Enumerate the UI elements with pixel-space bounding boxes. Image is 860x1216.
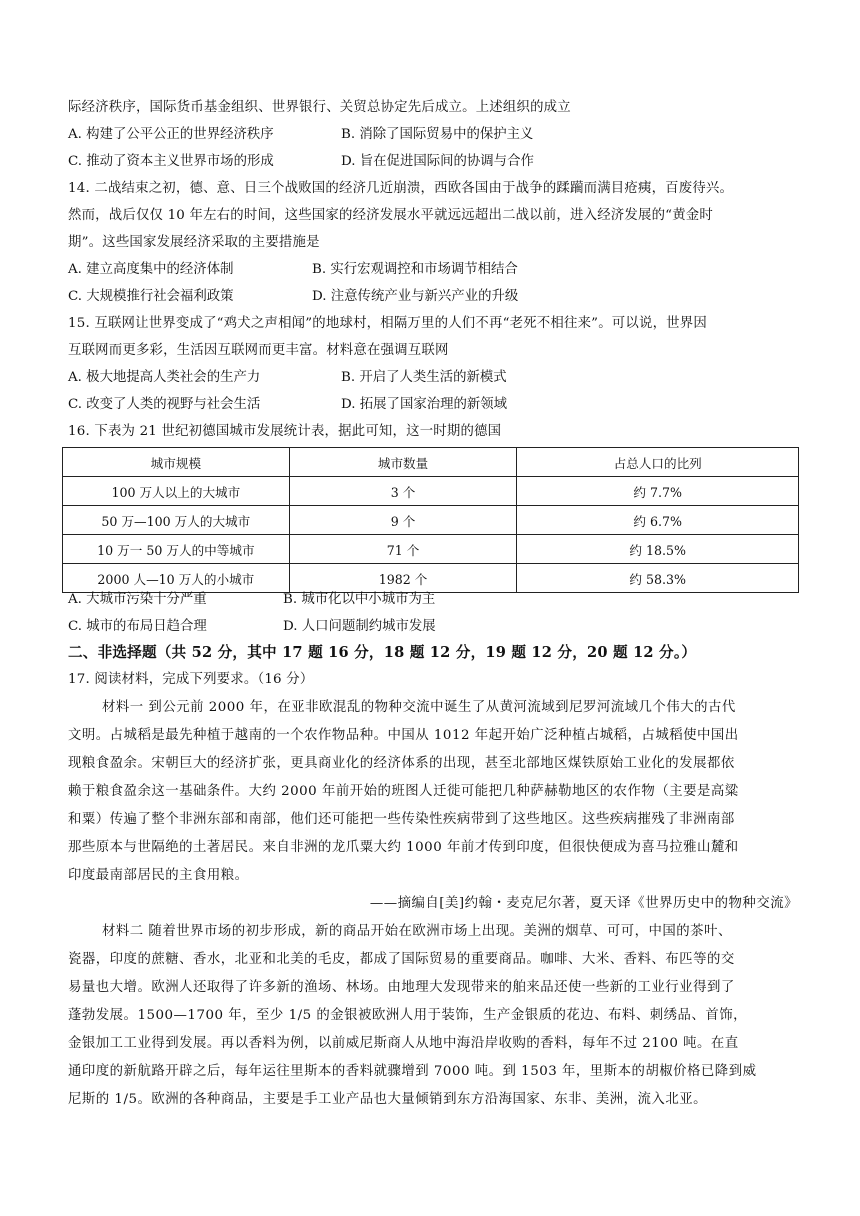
q16-option-d: D. 人口问题制约城市发展: [283, 619, 436, 634]
q13-option-b: B. 消除了国际贸易中的保护主义: [341, 127, 534, 142]
material-2-line-1: 材料二 随着世界市场的初步形成，新的商品开始在欧洲市场上出现。美洲的烟草、可可，中国的茶叶、: [102, 924, 732, 939]
q14-option-d: D. 注意传统产业与新兴产业的升级: [312, 289, 519, 304]
material-2-line-5: 金银加工工业得到发展。再以香料为例，以前威尼斯商人从地中海沿岸收购的香料，每年不过 2100 吨。在直: [68, 1036, 739, 1051]
q16-option-c: C. 城市的布局日趋合理: [68, 619, 207, 634]
q13-option-c: C. 推动了资本主义世界市场的形成: [68, 154, 274, 169]
q15-option-d: D. 拓展了国家治理的新领域: [341, 397, 508, 412]
table-header-cell: 占总人口的比列: [517, 448, 799, 477]
material-1-line-6: 那些原本与世隔绝的土著居民。来自非洲的龙爪粟大约 1000 年前才传到印度，但很快便成为喜马拉雅山麓和: [68, 840, 739, 855]
city-statistics-table: [62, 447, 799, 593]
material-1-source: ——摘编自[美]约翰・麦克尼尔著，夏天译《世界历史中的物种交流》: [369, 896, 798, 911]
q15-option-a: A. 极大地提高人类社会的生产力: [68, 370, 261, 385]
material-2-line-3: 易量也大增。欧洲人还取得了许多新的渔场、林场。由地理大发现带来的舶来品还使一些新的工业行业得到了: [68, 980, 735, 995]
material-1-line-4: 赖于粮食盈余这一基础条件。大约 2000 年前开始的班图人迁徙可能把几种萨赫勒地区的农作物（主要是高粱: [68, 784, 739, 799]
q13-stem-tail: 际经济秩序，国际货币基金组织、世界银行、关贸总协定先后成立。上述组织的成立: [68, 100, 571, 115]
table-cell: 约 18.5%: [517, 535, 799, 564]
q14-option-a: A. 建立高度集中的经济体制: [68, 262, 234, 277]
q14-option-c: C. 大规模推行社会福利政策: [68, 289, 234, 304]
table-row: [63, 477, 799, 506]
table-cell: 约 58.3%: [517, 564, 799, 593]
q17-stem: 17. 阅读材料，完成下列要求。（16 分）: [68, 672, 314, 687]
table-cell: 50 万—100 万人的大城市: [63, 506, 290, 535]
table-cell: 3 个: [289, 477, 517, 506]
q16-option-b: B. 城市化以中小城市为主: [283, 592, 436, 607]
q13-option-a: A. 构建了公平公正的世界经济秩序: [68, 127, 274, 142]
table-cell: 约 7.7%: [517, 477, 799, 506]
q15-option-c: C. 改变了人类的视野与社会生活: [68, 397, 261, 412]
q16-option-a: A. 大城市污染十分严重: [68, 592, 207, 607]
q14-option-b: B. 实行宏观调控和市场调节相结合: [312, 262, 518, 277]
material-2-line-4: 蓬勃发展。1500—1700 年，至少 1/5 的金银被欧洲人用于装饰，生产金银质的花边、布料、刺绣品、首饰，: [68, 1008, 747, 1023]
q14-stem-line-3: 期”。这些国家发展经济采取的主要措施是: [68, 235, 320, 250]
material-1-line-5: 和粟）传遍了整个非洲东部和南部，他们还可能把一些传染性疾病带到了这些地区。这些疾病摧残了非洲南部: [68, 812, 735, 827]
material-2-line-6: 通印度的新航路开辟之后，每年运往里斯本的香料就骤增到 7000 吨。到 1503 年，里斯本的胡椒价格已降到威: [68, 1064, 757, 1079]
table-cell: 71 个: [289, 535, 517, 564]
section-2-heading: 二、非选择题（共 52 分，其中 17 题 16 分，18 题 12 分，19 题 12 分，20 题 12 分。）: [68, 644, 697, 661]
material-2-line-2: 瓷器，印度的蔗糖、香水，北亚和北美的毛皮，都成了国际贸易的重要商品。咖啡、大米、香料、布匹等的交: [68, 952, 735, 967]
material-2-line-7: 尼斯的 1/5。欧洲的各种商品，主要是手工业产品也大量倾销到东方沿海国家、东非、美洲，流入北亚。: [68, 1092, 707, 1107]
q13-option-d: D. 旨在促进国际间的协调与合作: [341, 154, 534, 169]
table-header-row: [63, 448, 799, 477]
table-cell: 1982 个: [289, 564, 517, 593]
material-1-line-1: 材料一 到公元前 2000 年，在亚非欧混乱的物种交流中诞生了从黄河流域到尼罗河流域几个伟大的古代: [102, 700, 736, 715]
table-row: [63, 506, 799, 535]
table-cell: 约 6.7%: [517, 506, 799, 535]
table-row: [63, 535, 799, 564]
q14-stem-line-2: 然而，战后仅仅 10 年左右的时间，这些国家的经济发展水平就远远超出二战以前，进入经济发展的“黄金时: [68, 208, 713, 223]
material-1-line-2: 文明。占城稻是最先种植于越南的一个农作物品种。中国从 1012 年起开始广泛种植占城稻，占城稻使中国出: [68, 728, 739, 743]
material-1-line-7: 印度最南部居民的主食用粮。: [68, 868, 249, 883]
q16-stem: 16. 下表为 21 世纪初德国城市发展统计表，据此可知，这一时期的德国: [68, 424, 502, 439]
table-header-cell: 城市数量: [289, 448, 517, 477]
material-1-line-3: 现粮食盈余。宋朝巨大的经济扩张，更具商业化的经济体系的出现，甚至北部地区煤铁原始工业化的发展都依: [68, 756, 735, 771]
table-cell: 100 万人以上的大城市: [63, 477, 290, 506]
table-cell: 2000 人—10 万人的小城市: [63, 564, 290, 593]
q15-stem-line-1: 15. 互联网让世界变成了“鸡犬之声相闻”的地球村，相隔万里的人们不再“老死不相往来”。可以说，世界因: [68, 316, 707, 331]
q15-option-b: B. 开启了人类生活的新模式: [341, 370, 507, 385]
table-header-cell: 城市规模: [63, 448, 290, 477]
table-cell: 9 个: [289, 506, 517, 535]
q15-stem-line-2: 互联网而更多彩，生活因互联网而更丰富。材料意在强调互联网: [68, 343, 449, 358]
q14-stem-line-1: 14. 二战结束之初，德、意、日三个战败国的经济几近崩溃，西欧各国由于战争的蹂躏而满目疮痍，百废待兴。: [68, 181, 734, 196]
table-cell: 10 万一 50 万人的中等城市: [63, 535, 290, 564]
